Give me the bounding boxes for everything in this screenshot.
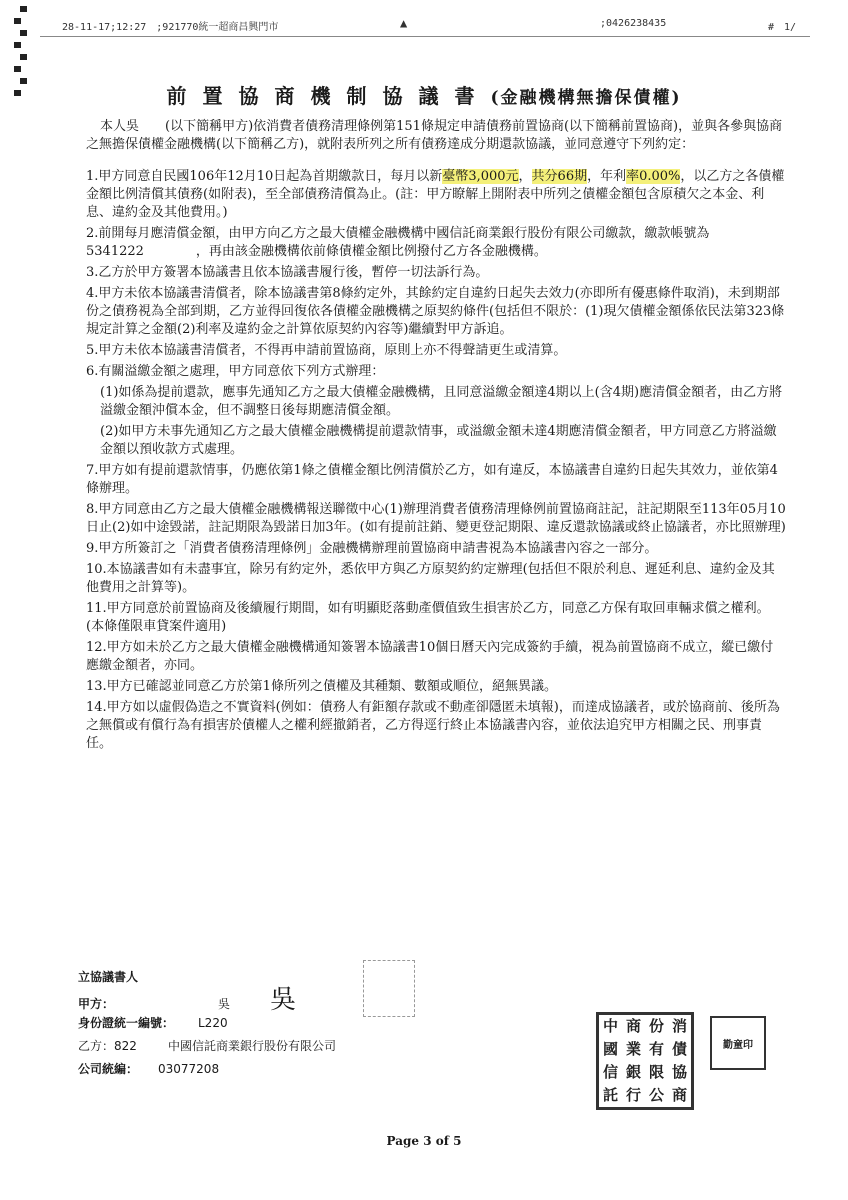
- fax-number: ;0426238435: [600, 18, 667, 29]
- tax-value: 03077208: [158, 1062, 220, 1076]
- clause-10: 10.本協議書如有未盡事宜，除另有約定外，悉依甲方與乙方原契約約定辦理(包括但不限於利息、遲延利息、違約金及其他費用之計算等)。: [86, 562, 775, 595]
- clause-1-c: ，年利: [587, 169, 627, 184]
- id-label: 身份證統一編號：: [78, 1016, 175, 1030]
- clause-14: 14.甲方如以虛假偽造之不實資料(例如：債務人有鉅額存款或不動產卻隱匿未填報)，而達成協議者，或於協商前、後所為之無償或有償行為有損害於債權人之權利經撤銷者，乙方得逕行終止本協議書內容，並依法追究甲方相關之民、刑事責任。: [86, 700, 780, 751]
- clause-12: 12.甲方如未於乙方之最大債權金融機構通知簽署本協議書10個日曆天內完成簽約手續，視為前置協商不成立，縱已繳付應繳金額者，亦同。: [86, 640, 774, 673]
- title-sub: (金融機構無擔保債權): [490, 88, 682, 108]
- id-value: L220: [198, 1016, 228, 1030]
- clause-1-d: ，以乙方之各債權金額比例清償其債務(如附表)，至全部債務清償為止。(註：甲方瞭解上開附表中所列之債權金額包含原積欠之本金、利息、違約金及其他費用。): [86, 169, 785, 220]
- fax-page: # 1/: [768, 22, 797, 33]
- clause-13: 13.甲方已確認並同意乙方於第1條所列之債權及其種類、數額或順位，絕無異議。: [86, 679, 557, 694]
- fax-marker-icon: ▲: [400, 16, 408, 30]
- signature-box: [363, 960, 415, 1017]
- clause-11: 11.甲方同意於前置協商及後續履行期間，如有明顯貶落動產價值致生損害於乙方，同意乙方保有取回車輛求償之權利。(本條僅限車貸案件適用): [86, 601, 770, 634]
- party-b-label: 乙方：822: [78, 1039, 137, 1053]
- page-number: Page 3 of 5: [386, 1134, 462, 1148]
- fax-sender-line: 28-11-17;12:27 ;921770統一超商昌興門市: [62, 22, 279, 33]
- clause-1: [86, 168, 786, 222]
- interest-rate: 率0.00%: [626, 169, 681, 184]
- clause-6: 6.有關溢繳金額之處理，甲方同意依下列方式辦理：: [86, 364, 385, 379]
- clause-1-a: 1.甲方同意自民國106年12月10日起為首期繳款日，每月以新: [86, 169, 443, 184]
- tax-label: 公司統編：: [78, 1062, 139, 1076]
- party-a-name: 吳: [218, 997, 231, 1011]
- party-b-name: 中國信託商業銀行股份有限公司: [168, 1039, 337, 1053]
- agreement-body: [86, 118, 786, 756]
- clause-9: 9.甲方所簽訂之「消費者債務清理條例」金融機構辦理前置協商申請書視為本協議書內容之一部分。: [86, 541, 658, 556]
- party-a-row: [78, 985, 336, 1015]
- document-title: [0, 80, 848, 109]
- party-a-label: 甲方：: [78, 997, 115, 1011]
- signature-block: [78, 966, 336, 1081]
- clause-6-1: (1)如係為提前還款，應事先通知乙方之最大債權金融機構，且同意溢繳金額達4期以上(含4期)應清償金額者，由乙方將溢繳金額沖償本金，但不調整日後每期應清償金額。: [100, 385, 783, 418]
- id-row: [78, 1012, 336, 1035]
- company-seal: 中 商 份 消 國 業 有 債 信 銀 限 協 託 行 公 商: [596, 1012, 694, 1110]
- period-count: 共分66期: [531, 169, 588, 184]
- clause-5: 5.甲方未依本協議書清償者，不得再申請前置協商，原則上亦不得聲請更生或清算。: [86, 343, 567, 358]
- clause-2: 2.前開每月應清償金額，由甲方向乙方之最大債權金融機構中國信託商業銀行股份有限公司繳款，繳款帳號為5341222 ，再由該金融機構依前條債權金額比例撥付乙方各金融機構。: [86, 226, 710, 259]
- title-main: 前置協商機制協議書: [166, 84, 491, 108]
- party-a-signature: 吳: [270, 985, 297, 1015]
- clause-1-b: ，: [518, 169, 532, 184]
- fax-header: [0, 14, 848, 36]
- clause-4: 4.甲方未依本協議書清償者，除本協議書第8條約定外，其餘約定自違約日起失去效力(亦即所有優惠條件取消)，未到期部份之債務視為全部到期，乙方並得回復依各債權金融機構之原契約條件(包括但不限於：(1)現欠債權金額係依民法第323條規定計算之金額(2)利率及違約金之計算依原契約內容等)繼續對甲方訴追。: [86, 286, 785, 337]
- clause-7: 7.甲方如有提前還款情事，仍應依第1條之債權金額比例清償於乙方，如有違反，本協議書自違約日起失其效力，並依第4條辦理。: [86, 463, 778, 496]
- monthly-amount: 臺幣3,000元: [442, 169, 519, 184]
- fax-divider: [40, 36, 810, 37]
- tax-row: [78, 1058, 336, 1081]
- clause-6-2: (2)如甲方未事先通知乙方之最大債權金融機構提前還款情事，或溢繳金額未達4期應清償金額者，甲方同意乙方將溢繳金額以預收款方式處理。: [100, 424, 777, 457]
- personal-seal: 勤童印: [710, 1016, 766, 1070]
- signature-heading: 立協議書人: [78, 970, 139, 984]
- clause-8: 8.甲方同意由乙方之最大債權金融機構報送聯徵中心(1)辦理消費者債務清理條例前置協商註記，註記期限至113年05月10日止(2)如中途毀諾，註記期限為毀諾日加3年。(如有提前註銷、變更登記期限、違反還款協議或終止協議者，亦比照辦理): [86, 502, 786, 535]
- party-b-row: [78, 1035, 336, 1058]
- clause-3: 3.乙方於甲方簽署本協議書且依本協議書履行後，暫停一切法訴行為。: [86, 265, 489, 280]
- intro-paragraph: 本人吳 (以下簡稱甲方)依消費者債務清理條例第151條規定申請債務前置協商(以下簡稱前置協商)，並與各參與協商之無擔保債權金融機構(以下簡稱乙方)，就附表所列之所有債務達成分期還款協議，並同意遵守下列約定：: [86, 119, 783, 152]
